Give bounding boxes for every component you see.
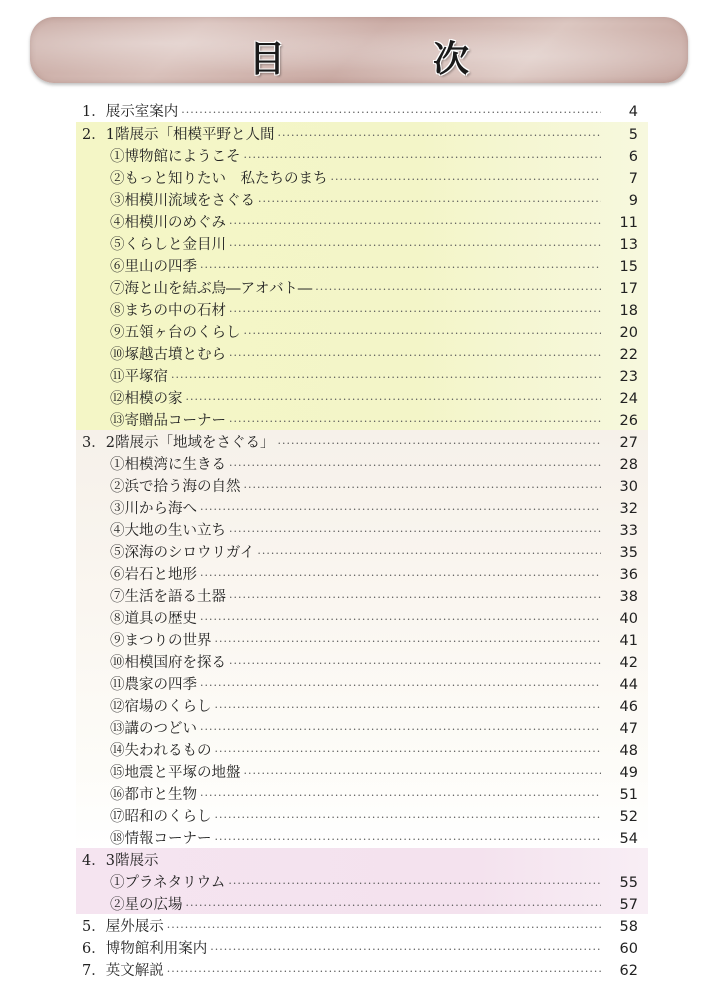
toc-entry[interactable] [110,388,638,410]
toc-page: 60 [619,941,638,957]
toc-label: ①相模湾に生きる [110,457,226,473]
toc-entry[interactable] [110,190,638,212]
leader-dots [277,125,601,147]
toc-label: ⑥里山の四季 [110,259,197,275]
toc-page: 58 [619,919,638,935]
leader-dots [229,521,601,543]
toc-label: 2．1階展示「相模平野と人間 [82,127,275,143]
toc-label: ③川から海へ [110,501,197,517]
toc-label: ⑱情報コーナー [110,831,212,847]
toc-entry[interactable] [110,212,638,234]
toc-page: 42 [619,655,638,671]
toc-page: 9 [628,193,638,209]
leader-dots [200,565,601,587]
toc-page: 28 [619,457,638,473]
toc-label: ⑭失われるもの [110,743,212,759]
toc-entry[interactable] [110,410,638,432]
toc-entry[interactable] [110,894,638,916]
toc-label: ③相模川流域をさぐる [110,193,255,209]
leader-dots [186,389,602,411]
toc-entry[interactable] [110,696,638,718]
toc-entry[interactable] [82,850,638,872]
leader-dots [181,102,601,124]
toc-entry[interactable] [110,168,638,190]
toc-label: ⑨まつりの世界 [110,633,212,649]
toc-entry[interactable] [110,498,638,520]
toc-entry[interactable] [110,784,638,806]
toc-entry[interactable] [110,146,638,168]
toc-page: 20 [619,325,638,341]
toc-page: 44 [619,677,638,693]
toc-label: ④相模川のめぐみ [110,215,226,231]
toc-label: ⑪農家の四季 [110,677,197,693]
toc-page: 23 [619,369,638,385]
toc-page: 27 [619,435,638,451]
toc-entry[interactable] [110,674,638,696]
toc-label: ⑦生活を語る土器 [110,589,226,605]
leader-dots [200,719,601,741]
toc-page: 13 [619,237,638,253]
leader-dots [331,169,602,191]
toc-page: 11 [619,215,638,231]
toc-page: 51 [619,787,638,803]
toc-label: ⑩相模国府を探る [110,655,226,671]
leader-dots [171,367,601,389]
leader-dots [315,279,601,301]
page-title: 目 次 [248,39,525,80]
leader-dots [215,741,602,763]
toc-label: ②もっと知りたい 私たちのまち [110,171,328,187]
leader-dots [215,829,602,851]
toc-entry[interactable] [110,300,638,322]
toc-label: 1．展示室案内 [82,104,179,120]
leader-dots [258,191,601,213]
toc-entry[interactable] [110,322,638,344]
leader-dots [229,301,601,323]
toc-page: 18 [619,303,638,319]
toc-entry[interactable] [82,124,638,146]
toc-label: ⑨五領ヶ台のくらし [110,325,241,341]
leader-dots [200,675,601,697]
toc-page: 41 [619,633,638,649]
toc-label: ④大地の生い立ち [110,523,226,539]
leader-dots [210,939,601,961]
leader-dots [229,345,601,367]
leader-dots [244,323,602,345]
toc-page: 36 [619,567,638,583]
toc-label: ⑧まちの中の石材 [110,303,226,319]
toc-page: 49 [619,765,638,781]
toc-page: 7 [628,171,638,187]
toc-page: 62 [619,963,638,979]
toc-label: ⑬講のつどい [110,721,197,737]
toc-entry[interactable] [110,630,638,652]
toc-label: ⑥岩石と地形 [110,567,197,583]
toc-page: 5 [628,127,638,143]
leader-dots [229,213,601,235]
toc-label: ②浜で拾う海の自然 [110,479,241,495]
leader-dots [167,917,601,939]
toc-page: 32 [619,501,638,517]
toc-page: 40 [619,611,638,627]
leader-dots [200,609,601,631]
toc-entry[interactable] [110,762,638,784]
toc-entry[interactable] [110,476,638,498]
toc-entry[interactable] [110,366,638,388]
toc-page: 6 [628,149,638,165]
toc-label: ⑫相模の家 [110,391,183,407]
toc-page: 35 [619,545,638,561]
toc-label: ⑮地震と平塚の地盤 [110,765,241,781]
toc-entry[interactable] [110,234,638,256]
toc-label: 4．3階展示 [82,853,159,869]
toc-entry[interactable] [110,542,638,564]
leader-dots [200,499,601,521]
toc-entry[interactable] [82,938,638,960]
toc-entry[interactable] [110,828,638,850]
title-banner [30,17,688,83]
toc-label: ⑫宿場のくらし [110,699,212,715]
toc-page: 24 [619,391,638,407]
toc-label: 6．博物館利用案内 [82,941,208,957]
leader-dots [229,235,601,257]
leader-dots [229,455,601,477]
leader-dots [186,895,602,917]
leader-dots [244,477,602,499]
toc-entry[interactable] [110,806,638,828]
toc-label: ⑤深海のシロウリガイ [110,545,255,561]
toc-entry[interactable] [110,454,638,476]
toc-label: ⑬寄贈品コーナー [110,413,226,429]
toc-label: ⑪平塚宿 [110,369,168,385]
leader-dots [229,653,601,675]
toc-entry[interactable] [82,432,638,454]
toc-entry[interactable] [110,520,638,542]
leader-dots [277,433,601,455]
toc-page: 46 [619,699,638,715]
leader-dots [244,147,602,169]
leader-dots [200,257,601,279]
toc-entry[interactable] [82,916,638,938]
toc-entry[interactable] [110,608,638,630]
toc-page: 57 [619,897,638,913]
toc-page: 47 [619,721,638,737]
toc-page: 22 [619,347,638,363]
toc-label: ⑤くらしと金目川 [110,237,226,253]
toc-page: 17 [619,281,638,297]
toc-label: ①博物館にようこそ [110,149,241,165]
toc-entry[interactable] [110,740,638,762]
toc-label: ②星の広場 [110,897,183,913]
toc-page: 4 [628,104,638,120]
toc-label: 7．英文解説 [82,963,164,979]
toc-label: ⑩塚越古墳とむら [110,347,226,363]
leader-dots [215,697,602,719]
toc-entry[interactable] [110,344,638,366]
leader-dots [167,961,601,983]
toc-entry[interactable] [82,960,638,982]
toc-page: 15 [619,259,638,275]
leader-dots [215,807,602,829]
leader-dots [257,543,601,565]
toc-label: ①プラネタリウム [110,875,226,891]
leader-dots [215,631,602,653]
toc-page: 30 [619,479,638,495]
toc-label: 5．屋外展示 [82,919,164,935]
toc-page: 52 [619,809,638,825]
toc-entry[interactable] [110,586,638,608]
leader-dots [229,411,601,433]
toc-entry[interactable] [82,101,638,123]
toc-label: ⑦海と山を結ぶ鳥―アオバト― [110,281,313,297]
toc-page: 33 [619,523,638,539]
toc-label: 3．2階展示「地域をさぐる」 [82,435,275,451]
toc-label: ⑧道具の歴史 [110,611,197,627]
toc-page: 26 [619,413,638,429]
leader-dots [200,785,601,807]
leader-dots [228,873,601,895]
toc-page: 54 [619,831,638,847]
leader-dots [244,763,602,785]
toc-page: 55 [619,875,638,891]
toc-entry[interactable] [110,256,638,278]
toc-entry[interactable] [110,872,638,894]
toc-entry[interactable] [110,278,638,300]
toc-page: 38 [619,589,638,605]
toc-entry[interactable] [110,564,638,586]
toc-page: 48 [619,743,638,759]
leader-dots [229,587,601,609]
toc-label: ⑰昭和のくらし [110,809,212,825]
toc-entry[interactable] [110,652,638,674]
toc-entry[interactable] [110,718,638,740]
toc-label: ⑯都市と生物 [110,787,197,803]
